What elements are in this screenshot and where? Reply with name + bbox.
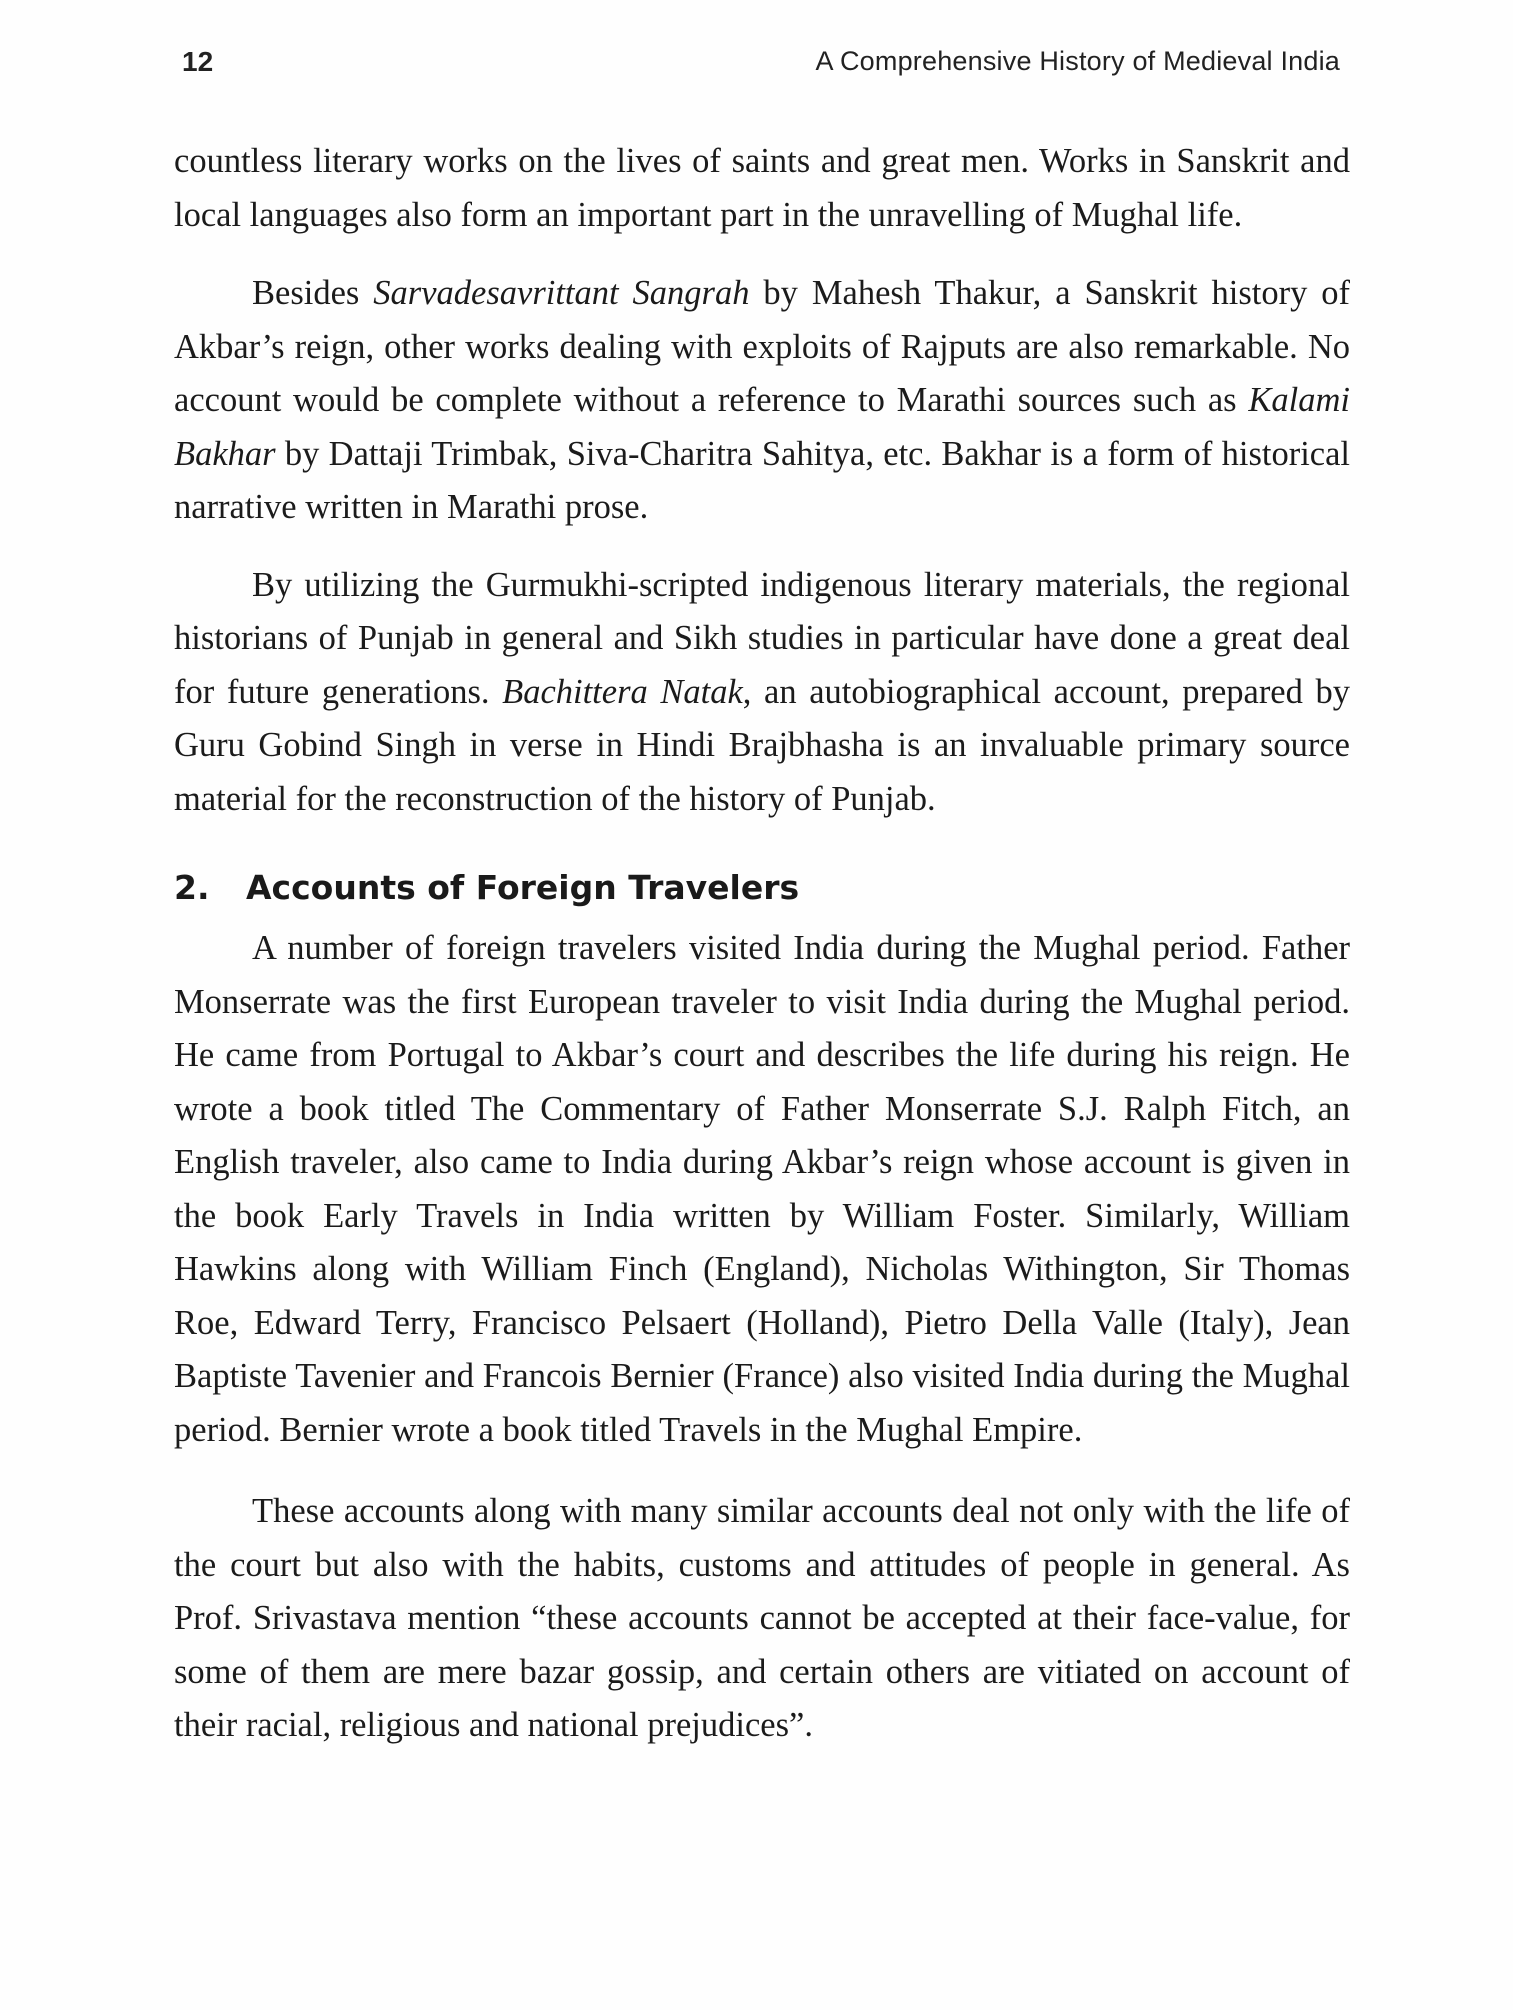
paragraph-text: by Mahesh Thakur, a Sanskrit history of Akbar’s reign, other works dealing with exploits of Rajputs are also remarkable. No account would be complete without a reference to Marathi sources such as (174, 274, 1351, 419)
section-title: Accounts of Foreign Travelers (246, 868, 800, 907)
paragraph-sanskrit-marathi-sources (174, 267, 1350, 535)
page-number: 12 (182, 46, 214, 77)
paragraph-gurmukhi-sources (174, 559, 1350, 827)
body-text (174, 135, 1350, 1753)
paragraph-text: By utilizing the Gurmukhi-scripted indigenous literary materials, the regional historians of Punjab in general and Sikh studies in particular have done a great deal for future generations. (174, 565, 1350, 711)
book-title: A Comprehensive History of Medieval India (815, 46, 1340, 76)
running-header (182, 46, 1340, 86)
section-heading (174, 860, 1350, 916)
paragraph-text: by Dattaji Trimbak, Siva-Charitra Sahitya, etc. Bakhar is a form of historical narrative written in Marathi prose. (174, 434, 1350, 526)
paragraph-accounts-evaluation: These accounts along with many similar accounts deal not only with the life of the court but also with the habits, customs and attitudes of people in general. As Prof. Srivastava mention “these accounts cannot be accepted at their face-value, for some of them are mere bazar gossip, and certain others are vitiated on account of their racial, religious and national prejudices”. (174, 1492, 1350, 1744)
paragraph-text: , an autobiographical account, prepared by Guru Gobind Singh in verse in Hindi Brajbhasha is an invaluable primary source material for the reconstruction of the history of Punjab. (174, 672, 1350, 818)
paragraph-text: Besides (252, 274, 374, 312)
work-title-italic: Sarvadesavrittant Sangrah (373, 274, 750, 312)
paragraph-continuation: countless literary works on the lives of saints and great men. Works in Sanskrit and local languages also form an important part in the unravelling of Mughal life. (174, 142, 1350, 234)
work-title-italic: Kalami Bakhar (174, 381, 1350, 473)
work-title-italic: Bachittera Natak (502, 672, 743, 711)
paragraph-foreign-travelers: A number of foreign travelers visited India during the Mughal period. Father Monserrate was the first European traveler to visit India during the Mughal period. He came from Portugal to Akbar’s court and describes the life during his reign. He wrote a book titled The Commentary of Father Monserrate S.J. Ralph Fitch, an English traveler, also came to India during Akbar’s reign whose account is given in the book Early Travels in India written by William Foster. Similarly, William Hawkins along with William Finch (England), Nicholas Withington, Sir Thomas Roe, Edward Terry, Francisco Pelsaert (Holland), Pietro Della Valle (Italy), Jean Baptiste Tavenier and Francois Bernier (France) also visited India during the Mughal period. Bernier wrote a book titled Travels in the Mughal Empire. (174, 929, 1350, 1449)
section-number: 2. (174, 868, 210, 907)
